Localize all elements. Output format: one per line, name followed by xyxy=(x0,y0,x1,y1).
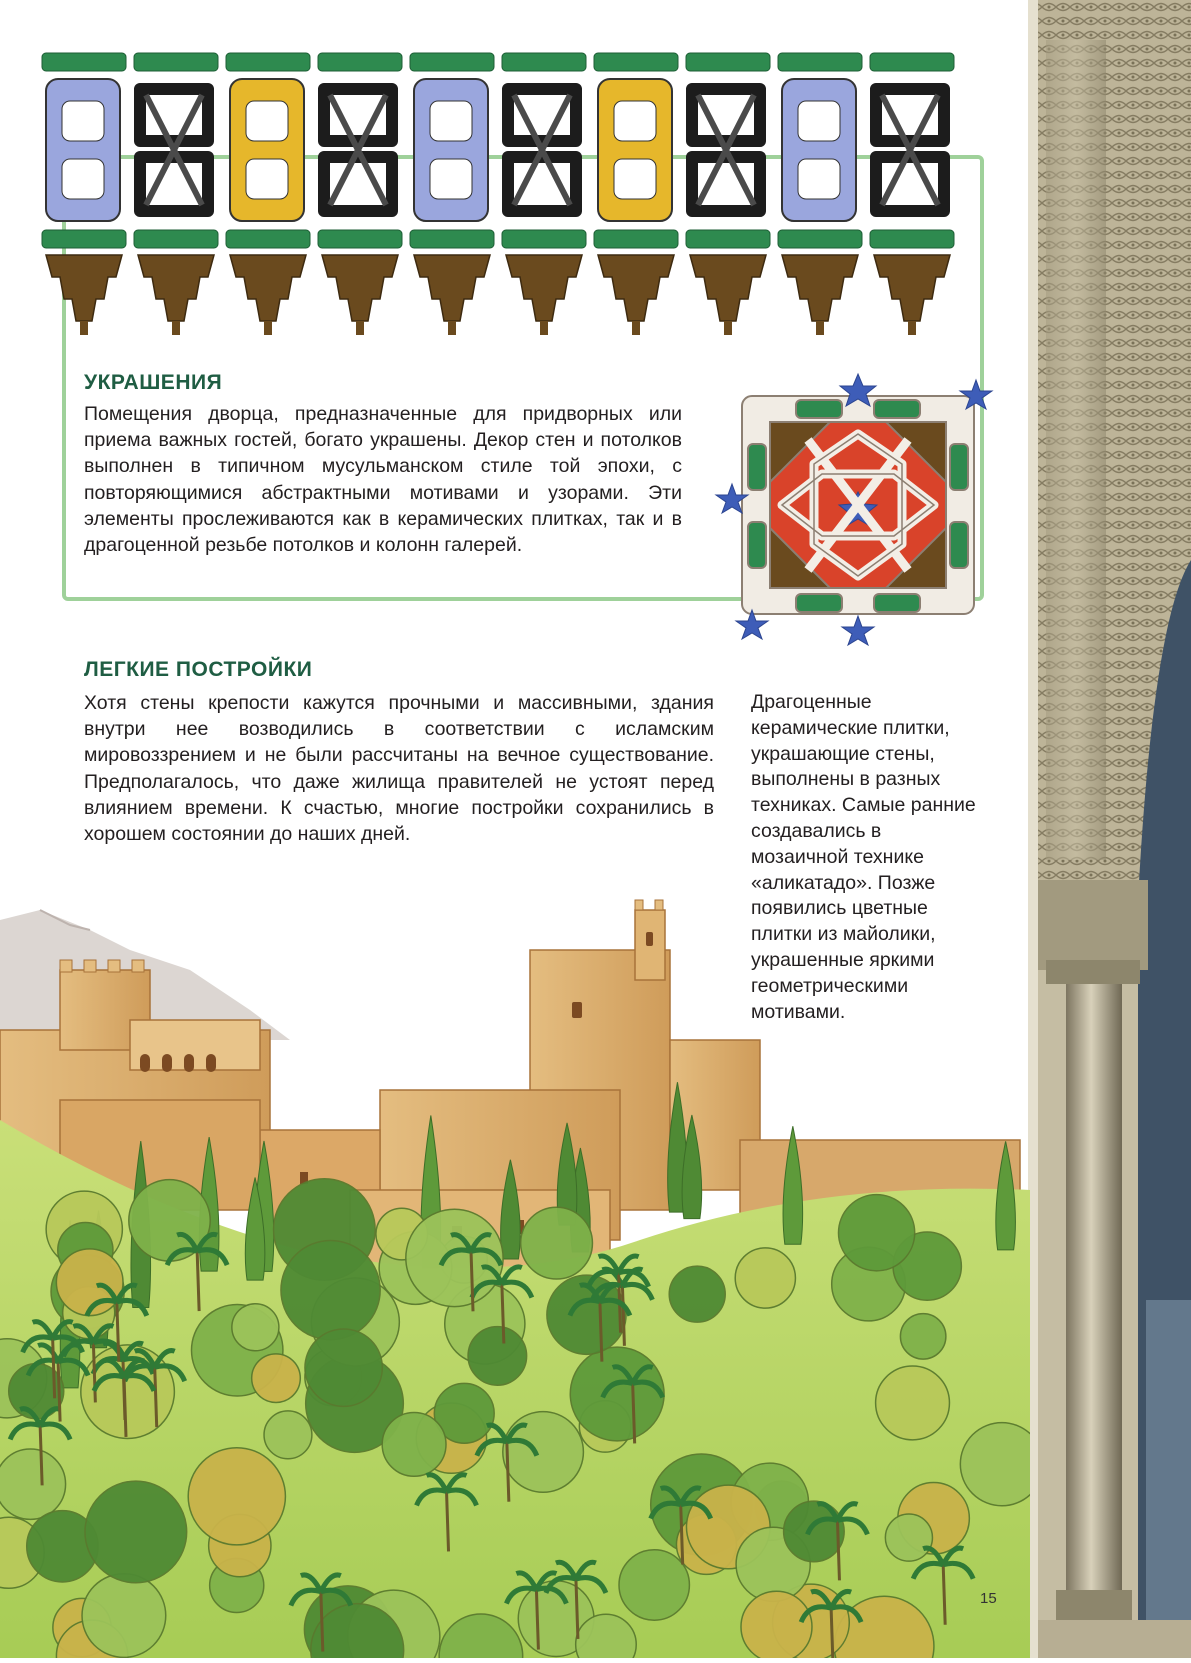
carved-column-photo xyxy=(1028,0,1191,1658)
fortress-landscape-illustration xyxy=(0,890,1030,1658)
tile-caption: Драгоценные керамические плитки, украшающие стены, выполнены в разных техниках. Самые ранние создавались в мозаичной технике «аликатадо». Позже появились цветные плитки из майолики, украшенные яркими геометрическими мотивами. xyxy=(751,691,976,1023)
decorations-body-text: Помещения дворца, предназначенные для придворных или приема важных гостей, богато украшены. Декор стен и потолков выполнен в типичном мусульманском стиле той эпохи, с повторяющимися абстрактными мотивами и узорами. Эти элементы прослеживаются как в керамических плитках, так и в драгоценной резьбе потолков и колонн галерей. xyxy=(84,403,682,557)
light-buildings-body-text: Хотя стены крепости кажутся прочными и массивными, здания внутри нее возводились в соответствии с исламским мировоззрением и не были рассчитаны на вечное существование. Предполагалось, что даже жилища правителей не устоят перед влиянием времени. К счастью, многие постройки сохранились в хорошем состоянии до наших дней. xyxy=(84,692,714,846)
page-number: 15 xyxy=(980,1590,997,1607)
light-buildings-heading: ЛЕГКИЕ ПОСТРОЙКИ xyxy=(84,658,313,681)
decorations-heading: УКРАШЕНИЯ xyxy=(84,371,223,394)
ceramic-frieze-illustration xyxy=(30,45,1015,355)
star-tile-illustration xyxy=(712,364,1012,649)
